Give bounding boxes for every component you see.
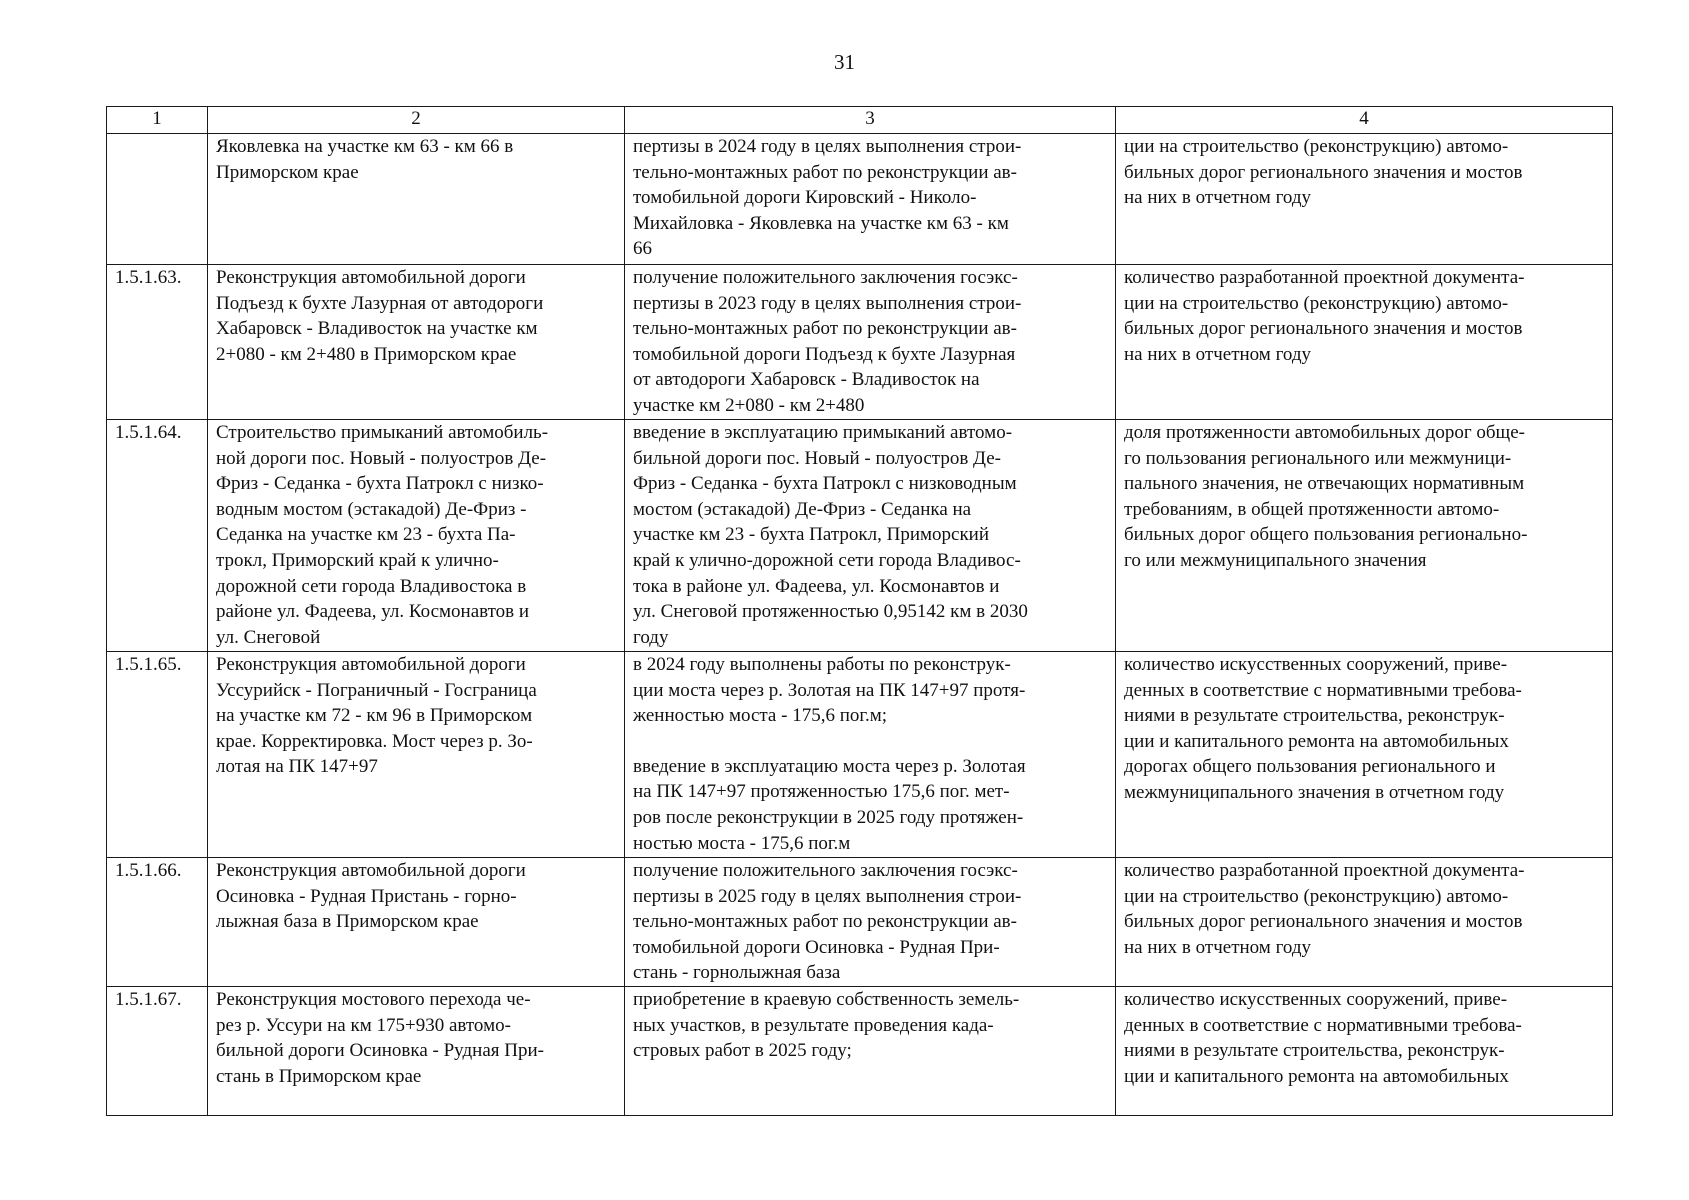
result-paragraph: введение в эксплуатацию примыканий автомо- бильной дороги пос. Новый - полуостров Де- Фриз - Седанка - бухта Патрокл с низководным мостом (эстакадой) Де-Фриз - Седанка на участке км 23 - бухта Патрокл, Приморский край к улично-дорожной сети города Владивос- тока в районе ул. Фадеева, ул. Космонавтов и ул. Снеговой протяженностью 0,95142 км в 2030 году	[633, 422, 1028, 648]
measure-name: Реконструкция мостового перехода че- рез р. Уссури на км 175+930 автомо- бильной дороги Осиновка - Рудная При- стань в Приморском крае	[208, 987, 625, 1116]
table-row	[107, 265, 1613, 420]
page-number: 31	[834, 50, 855, 74]
result-paragraph: приобретение в краевую собственность земель- ных участков, в результате проведения када- стровых работ в 2025 году;	[633, 989, 1020, 1062]
expected-result	[625, 134, 1116, 265]
result-paragraph: пертизы в 2024 году в целях выполнения строи- тельно-монтажных работ по реконструкции ав- томобильной дороги Кировский - Николо- Михайловка - Яковлевка на участке км 63 - км 66	[633, 136, 1022, 260]
indicator-link: количество разработанной проектной документа- ции на строительство (реконструкцию) автомо- бильных дорог регионального значения и мостов на них в отчетном году	[1116, 265, 1613, 420]
column-header-4: 4	[1116, 107, 1613, 134]
expected-result	[625, 265, 1116, 420]
result-paragraph: получение положительного заключения госэкс- пертизы в 2023 году в целях выполнения строи- тельно-монтажных работ по реконструкции ав- томобильной дороги Подъезд к бухте Лазурная от автодороги Хабаровск - Владивосток на участке км 2+080 - км 2+480	[633, 267, 1022, 416]
result-paragraph: в 2024 году выполнены работы по реконструк- ции моста через р. Золотая на ПК 147+97 протя- женностью моста - 175,6 пог.м;	[633, 654, 1026, 727]
row-number: 1.5.1.64.	[107, 420, 208, 652]
row-number: 1.5.1.63.	[107, 265, 208, 420]
program-table	[106, 106, 1613, 1116]
table-row	[107, 652, 1613, 858]
measure-name: Строительство примыканий автомобиль- ной дороги пос. Новый - полуостров Де- Фриз - Седанка - бухта Патрокл с низко- водным мостом (эстакадой) Де-Фриз - Седанка на участке км 23 - бухта Па- трокл, Приморский край к улично- дорожной сети города Владивостока в районе ул. Фадеева, ул. Космонавтов и ул. Снеговой	[208, 420, 625, 652]
table-row	[107, 420, 1613, 652]
measure-name: Реконструкция автомобильной дороги Осиновка - Рудная Пристань - горно- лыжная база в Приморском крае	[208, 858, 625, 987]
row-number: 1.5.1.65.	[107, 652, 208, 858]
measure-name: Реконструкция автомобильной дороги Уссурийск - Пограничный - Госграница на участке км 72 - км 96 в Приморском крае. Корректировка. Мост через р. Зо- лотая на ПК 147+97	[208, 652, 625, 858]
result-paragraph: получение положительного заключения госэкс- пертизы в 2025 году в целях выполнения строи- тельно-монтажных работ по реконструкции ав- томобильной дороги Осиновка - Рудная При- стань - горнолыжная база	[633, 860, 1022, 984]
row-number: 1.5.1.66.	[107, 858, 208, 987]
row-number	[107, 134, 208, 265]
indicator-link: количество разработанной проектной документа- ции на строительство (реконструкцию) автомо- бильных дорог регионального значения и мостов на них в отчетном году	[1116, 858, 1613, 987]
indicator-link: количество искусственных сооружений, приве- денных в соответствие с нормативными требова- ниями в результате строительства, реконструк- ции и капитального ремонта на автомобильных	[1116, 987, 1613, 1116]
expected-result	[625, 652, 1116, 858]
column-header-3: 3	[625, 107, 1116, 134]
expected-result	[625, 858, 1116, 987]
header-row	[107, 107, 1613, 134]
table-row	[107, 858, 1613, 987]
indicator-link: количество искусственных сооружений, приве- денных в соответствие с нормативными требова- ниями в результате строительства, реконструк- ции и капитального ремонта на автомобильных дорогах общего пользования регионального и межмуниципального значения в отчетном году	[1116, 652, 1613, 858]
indicator-link: доля протяженности автомобильных дорог обще- го пользования регионального или межмуници- пального значения, не отвечающих нормативным требованиям, в общей протяженности автомо- бильных дорог общего пользования регионально- го или межмуниципального значения	[1116, 420, 1613, 652]
column-header-1: 1	[107, 107, 208, 134]
paragraph-gap	[633, 729, 1107, 754]
result-paragraph: введение в эксплуатацию моста через р. Золотая на ПК 147+97 протяженностью 175,6 пог. мет- ров после реконструкции в 2025 году протяжен- ностью моста - 175,6 пог.м	[633, 755, 1026, 854]
measure-name: Реконструкция автомобильной дороги Подъезд к бухте Лазурная от автодороги Хабаровск - Владивосток на участке км 2+080 - км 2+480 в Приморском крае	[208, 265, 625, 420]
indicator-link: ции на строительство (реконструкцию) автомо- бильных дорог регионального значения и мостов на них в отчетном году	[1116, 134, 1613, 265]
expected-result	[625, 987, 1116, 1116]
row-number: 1.5.1.67.	[107, 987, 208, 1116]
column-header-2: 2	[208, 107, 625, 134]
table-row	[107, 987, 1613, 1116]
measure-name: Яковлевка на участке км 63 - км 66 в Приморском крае	[208, 134, 625, 265]
table-row	[107, 134, 1613, 265]
expected-result	[625, 420, 1116, 652]
